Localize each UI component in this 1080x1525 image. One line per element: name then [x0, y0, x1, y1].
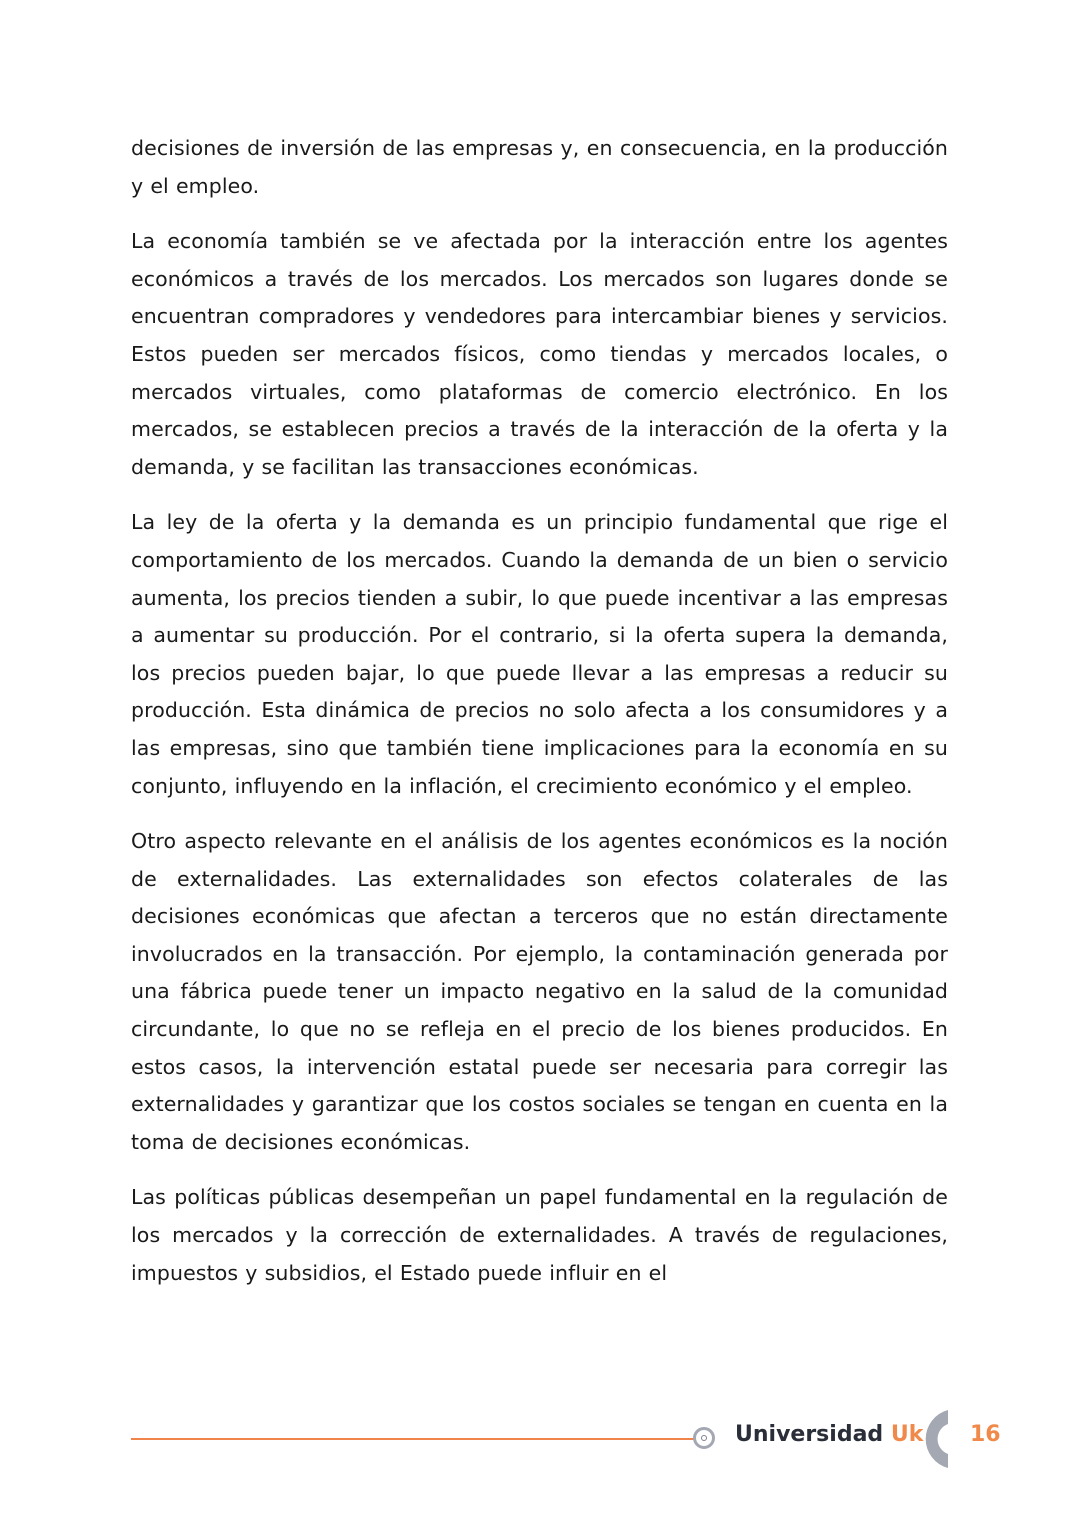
page-number: 16 [970, 1422, 1001, 1447]
brand-name: Universidad [735, 1422, 884, 1447]
paragraph-4: Otro aspecto relevante en el análisis de los agentes económicos es la noción de externalidades. Las externalidades son efectos colaterales de las decisiones económicas que afectan a terceros que no están directamente involucrados en la transacción. Por ejemplo, la contaminación generada por una fábrica puede tener un impacto negativo en la salud de la comunidad circundante, lo que no se refleja en el precio de los bienes producidos. En estos casos, la intervención estatal puede ser necesaria para corregir las externalidades y garantizar que los costos sociales se tengan en cuenta en la toma de decisiones económicas. [131, 829, 948, 1154]
brand-accent: Uk [890, 1422, 924, 1447]
footer-divider-line [131, 1438, 694, 1440]
document-body [131, 130, 948, 1310]
paragraph-1: decisiones de inversión de las empresas y, en consecuencia, en la producción y el empleo. [131, 136, 948, 198]
brand-logotype [735, 1422, 923, 1447]
target-ring-icon [693, 1427, 715, 1449]
paragraph-2: La economía también se ve afectada por la interacción entre los agentes económicos a través de los mercados. Los mercados son lugares donde se encuentran compradores y vendedores para intercambiar bienes y servicios. Estos pueden ser mercados físicos, como tiendas y mercados locales, o mercados virtuales, como plataformas de comercio electrónico. En los mercados, se establecen precios a través de la interacción de la oferta y la demanda, y se facilitan las transacciones económicas. [131, 229, 948, 479]
paragraph-5: Las políticas públicas desempeñan un papel fundamental en la regulación de los mercados y la corrección de externalidades. A través de regulaciones, impuestos y subsidios, el Estado puede influir en el [131, 1185, 948, 1285]
paragraph-3: La ley de la oferta y la demanda es un principio fundamental que rige el comportamiento de los mercados. Cuando la demanda de un bien o servicio aumenta, los precios tienden a subir, lo que puede incentivar a las empresas a aumentar su producción. Por el contrario, si la oferta supera la demanda, los precios pueden bajar, lo que puede llevar a las empresas a reducir su producción. Esta dinámica de precios no solo afecta a los consumidores y a las empresas, sino que también tiene implicaciones para la economía en su conjunto, influyendo en la inflación, el crecimiento económico y el empleo. [131, 510, 948, 798]
page-footer [0, 1400, 1080, 1480]
